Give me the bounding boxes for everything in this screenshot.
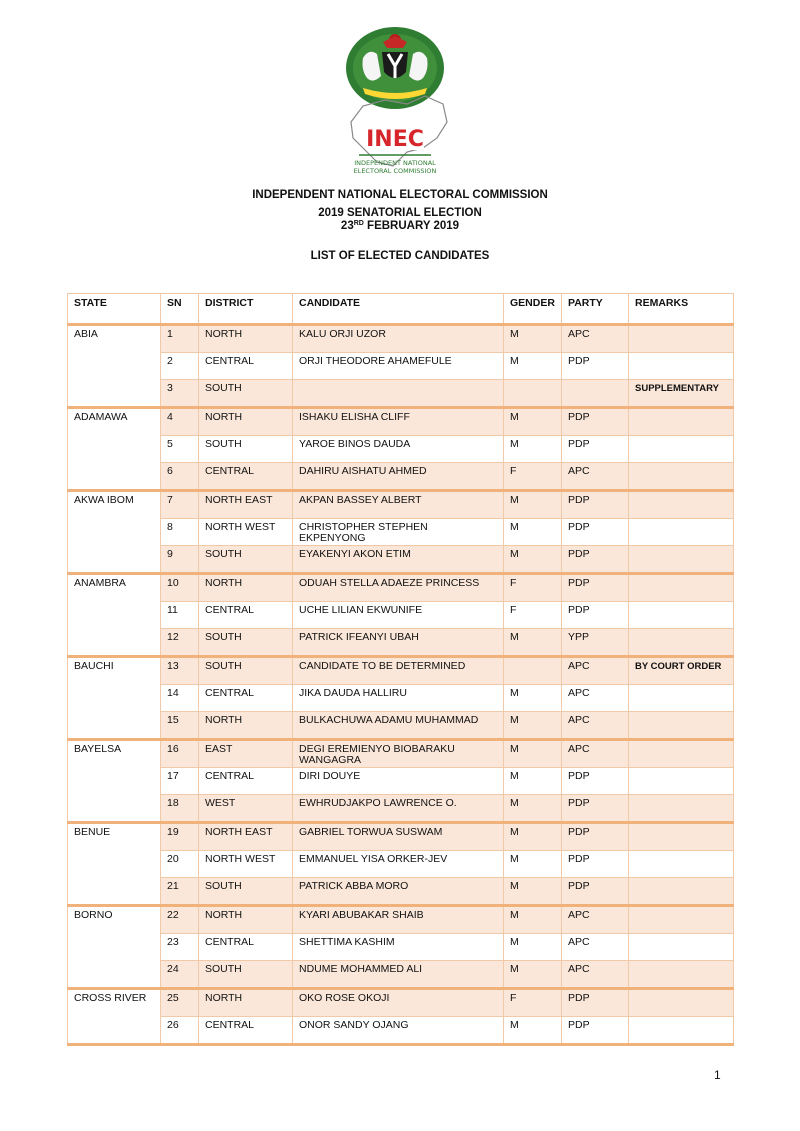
remarks-cell <box>629 989 734 1017</box>
remarks-cell <box>629 629 734 657</box>
candidate-cell: YAROE BINOS DAUDA <box>293 436 504 463</box>
district-cell: SOUTH <box>199 657 293 685</box>
table-row <box>68 436 734 463</box>
party-cell: PDP <box>562 989 629 1017</box>
remarks-cell <box>629 961 734 989</box>
district-cell: CENTRAL <box>199 934 293 961</box>
party-cell: PDP <box>562 878 629 906</box>
state-cell: ABIA <box>68 325 161 408</box>
party-cell: YPP <box>562 629 629 657</box>
candidate-cell: PATRICK IFEANYI UBAH <box>293 629 504 657</box>
district-cell: WEST <box>199 795 293 823</box>
state-cell: ANAMBRA <box>68 574 161 657</box>
sn-cell: 17 <box>161 768 199 795</box>
table-body <box>68 325 734 1045</box>
party-cell: PDP <box>562 574 629 602</box>
party-cell: APC <box>562 325 629 353</box>
table-row <box>68 685 734 712</box>
table-row <box>68 325 734 353</box>
table-row <box>68 712 734 740</box>
district-cell: CENTRAL <box>199 602 293 629</box>
remarks-cell <box>629 436 734 463</box>
candidate-cell: AKPAN BASSEY ALBERT <box>293 491 504 519</box>
candidate-cell: PATRICK ABBA MORO <box>293 878 504 906</box>
gender-cell: M <box>504 768 562 795</box>
party-cell: PDP <box>562 823 629 851</box>
candidate-cell: KALU ORJI UZOR <box>293 325 504 353</box>
gender-cell: M <box>504 906 562 934</box>
candidate-cell: NDUME MOHAMMED ALI <box>293 961 504 989</box>
party-cell: PDP <box>562 408 629 436</box>
sn-cell: 23 <box>161 934 199 961</box>
state-cell: CROSS RIVER <box>68 989 161 1045</box>
gender-cell: M <box>504 408 562 436</box>
party-cell: APC <box>562 961 629 989</box>
sn-cell: 13 <box>161 657 199 685</box>
party-cell: APC <box>562 740 629 768</box>
district-cell: CENTRAL <box>199 685 293 712</box>
remarks-cell <box>629 685 734 712</box>
party-cell: PDP <box>562 602 629 629</box>
district-cell: CENTRAL <box>199 1017 293 1045</box>
gender-cell: M <box>504 795 562 823</box>
candidate-cell <box>293 380 504 408</box>
sn-cell: 8 <box>161 519 199 546</box>
table-row <box>68 961 734 989</box>
org-title: INDEPENDENT NATIONAL ELECTORAL COMMISSION <box>252 189 548 201</box>
party-cell: APC <box>562 685 629 712</box>
table-row <box>68 546 734 574</box>
sn-cell: 20 <box>161 851 199 878</box>
svg-text:ELECTORAL COMMISSION: ELECTORAL COMMISSION <box>353 167 437 175</box>
gender-cell: F <box>504 989 562 1017</box>
district-cell: NORTH EAST <box>199 491 293 519</box>
district-cell: NORTH WEST <box>199 851 293 878</box>
party-cell: PDP <box>562 1017 629 1045</box>
candidate-cell: ISHAKU ELISHA CLIFF <box>293 408 504 436</box>
svg-text:INEC: INEC <box>366 127 424 152</box>
party-cell: PDP <box>562 546 629 574</box>
remarks-cell <box>629 712 734 740</box>
column-header-candidate: CANDIDATE <box>293 294 504 325</box>
remarks-cell <box>629 519 734 546</box>
sn-cell: 10 <box>161 574 199 602</box>
sn-cell: 14 <box>161 685 199 712</box>
column-header-party: PARTY <box>562 294 629 325</box>
candidate-cell: GABRIEL TORWUA SUSWAM <box>293 823 504 851</box>
table-row <box>68 795 734 823</box>
district-cell: EAST <box>199 740 293 768</box>
district-cell: NORTH <box>199 325 293 353</box>
district-cell: NORTH WEST <box>199 519 293 546</box>
district-cell: NORTH <box>199 712 293 740</box>
column-header-district: DISTRICT <box>199 294 293 325</box>
gender-cell: M <box>504 740 562 768</box>
candidate-cell: CANDIDATE TO BE DETERMINED <box>293 657 504 685</box>
remarks-cell <box>629 906 734 934</box>
remarks-cell <box>629 823 734 851</box>
party-cell: APC <box>562 934 629 961</box>
gender-cell: M <box>504 325 562 353</box>
party-cell <box>562 380 629 408</box>
candidate-cell: BULKACHUWA ADAMU MUHAMMAD <box>293 712 504 740</box>
remarks-cell <box>629 602 734 629</box>
district-cell: SOUTH <box>199 436 293 463</box>
coat-of-arms-icon <box>346 27 444 109</box>
remarks-cell <box>629 768 734 795</box>
sn-cell: 16 <box>161 740 199 768</box>
sn-cell: 15 <box>161 712 199 740</box>
column-header-remarks: REMARKS <box>629 294 734 325</box>
gender-cell: M <box>504 629 562 657</box>
sn-cell: 18 <box>161 795 199 823</box>
district-cell: NORTH <box>199 989 293 1017</box>
gender-cell: F <box>504 463 562 491</box>
candidate-cell: EWHRUDJAKPO LAWRENCE O. <box>293 795 504 823</box>
inec-logo <box>333 26 463 181</box>
table-row <box>68 768 734 795</box>
table-header-row <box>68 294 734 325</box>
table-row <box>68 740 734 768</box>
gender-cell: M <box>504 491 562 519</box>
party-cell: APC <box>562 463 629 491</box>
gender-cell: M <box>504 851 562 878</box>
candidate-cell: EMMANUEL YISA ORKER-JEV <box>293 851 504 878</box>
table-row <box>68 989 734 1017</box>
district-cell: CENTRAL <box>199 463 293 491</box>
sn-cell: 19 <box>161 823 199 851</box>
remarks-cell <box>629 574 734 602</box>
remarks-cell: BY COURT ORDER <box>629 657 734 685</box>
remarks-cell: SUPPLEMENTARY <box>629 380 734 408</box>
district-cell: NORTH EAST <box>199 823 293 851</box>
remarks-cell <box>629 795 734 823</box>
candidate-cell: KYARI ABUBAKAR SHAIB <box>293 906 504 934</box>
state-cell: ADAMAWA <box>68 408 161 491</box>
party-cell: APC <box>562 906 629 934</box>
sn-cell: 3 <box>161 380 199 408</box>
sn-cell: 1 <box>161 325 199 353</box>
remarks-cell <box>629 740 734 768</box>
table-row <box>68 602 734 629</box>
gender-cell: F <box>504 602 562 629</box>
gender-cell: M <box>504 878 562 906</box>
district-cell: SOUTH <box>199 546 293 574</box>
table-row <box>68 491 734 519</box>
gender-cell: M <box>504 685 562 712</box>
column-header-state: STATE <box>68 294 161 325</box>
table-row <box>68 1017 734 1045</box>
sn-cell: 11 <box>161 602 199 629</box>
candidate-cell: UCHE LILIAN EKWUNIFE <box>293 602 504 629</box>
candidate-cell: CHRISTOPHER STEPHEN EKPENYONG <box>293 519 504 546</box>
sn-cell: 24 <box>161 961 199 989</box>
gender-cell: M <box>504 712 562 740</box>
candidate-cell: DAHIRU AISHATU AHMED <box>293 463 504 491</box>
table-row <box>68 906 734 934</box>
column-header-sn: SN <box>161 294 199 325</box>
sn-cell: 25 <box>161 989 199 1017</box>
sn-cell: 26 <box>161 1017 199 1045</box>
district-cell: NORTH <box>199 906 293 934</box>
party-cell: APC <box>562 657 629 685</box>
table-row <box>68 657 734 685</box>
candidate-cell: JIKA DAUDA HALLIRU <box>293 685 504 712</box>
sn-cell: 21 <box>161 878 199 906</box>
page-number: 1 <box>714 1068 721 1082</box>
gender-cell: F <box>504 574 562 602</box>
candidate-cell: DIRI DOUYE <box>293 768 504 795</box>
gender-cell: M <box>504 823 562 851</box>
table-row <box>68 353 734 380</box>
table-row <box>68 851 734 878</box>
party-cell: PDP <box>562 436 629 463</box>
table-row <box>68 823 734 851</box>
sn-cell: 22 <box>161 906 199 934</box>
district-cell: SOUTH <box>199 961 293 989</box>
table-row <box>68 519 734 546</box>
district-cell: NORTH <box>199 574 293 602</box>
sn-cell: 2 <box>161 353 199 380</box>
candidate-cell: SHETTIMA KASHIM <box>293 934 504 961</box>
table-row <box>68 934 734 961</box>
district-cell: NORTH <box>199 408 293 436</box>
remarks-cell <box>629 325 734 353</box>
state-cell: BENUE <box>68 823 161 906</box>
remarks-cell <box>629 546 734 574</box>
gender-cell <box>504 380 562 408</box>
district-cell: SOUTH <box>199 878 293 906</box>
election-title: 2019 SENATORIAL ELECTION <box>318 207 482 219</box>
remarks-cell <box>629 934 734 961</box>
party-cell: APC <box>562 712 629 740</box>
svg-text:INDEPENDENT NATIONAL: INDEPENDENT NATIONAL <box>354 159 436 167</box>
gender-cell: M <box>504 519 562 546</box>
candidate-cell: EYAKENYI AKON ETIM <box>293 546 504 574</box>
gender-cell <box>504 657 562 685</box>
gender-cell: M <box>504 546 562 574</box>
table-row <box>68 574 734 602</box>
candidate-cell: DEGI EREMIENYO BIOBARAKU WANGAGRA <box>293 740 504 768</box>
sn-cell: 9 <box>161 546 199 574</box>
gender-cell: M <box>504 353 562 380</box>
state-cell: BORNO <box>68 906 161 989</box>
candidate-cell: ODUAH STELLA ADAEZE PRINCESS <box>293 574 504 602</box>
gender-cell: M <box>504 934 562 961</box>
elected-candidates-table <box>67 293 734 1046</box>
candidate-cell: ONOR SANDY OJANG <box>293 1017 504 1045</box>
remarks-cell <box>629 353 734 380</box>
state-cell: AKWA IBOM <box>68 491 161 574</box>
district-cell: CENTRAL <box>199 353 293 380</box>
list-title: LIST OF ELECTED CANDIDATES <box>310 250 490 262</box>
gender-cell: M <box>504 436 562 463</box>
party-cell: PDP <box>562 795 629 823</box>
gender-cell: M <box>504 1017 562 1045</box>
remarks-cell <box>629 463 734 491</box>
table-row <box>68 408 734 436</box>
table-row <box>68 380 734 408</box>
table-row <box>68 629 734 657</box>
state-cell: BAUCHI <box>68 657 161 740</box>
sn-cell: 4 <box>161 408 199 436</box>
table-row <box>68 878 734 906</box>
remarks-cell <box>629 491 734 519</box>
sn-cell: 7 <box>161 491 199 519</box>
remarks-cell <box>629 408 734 436</box>
party-cell: PDP <box>562 851 629 878</box>
district-cell: SOUTH <box>199 380 293 408</box>
column-header-gender: GENDER <box>504 294 562 325</box>
party-cell: PDP <box>562 519 629 546</box>
remarks-cell <box>629 878 734 906</box>
party-cell: PDP <box>562 768 629 795</box>
party-cell: PDP <box>562 491 629 519</box>
election-date: 23RD FEBRUARY 2019 <box>340 220 460 232</box>
candidate-cell: ORJI THEODORE AHAMEFULE <box>293 353 504 380</box>
sn-cell: 5 <box>161 436 199 463</box>
sn-cell: 6 <box>161 463 199 491</box>
sn-cell: 12 <box>161 629 199 657</box>
party-cell: PDP <box>562 353 629 380</box>
remarks-cell <box>629 851 734 878</box>
table-row <box>68 463 734 491</box>
candidate-cell: OKO ROSE OKOJI <box>293 989 504 1017</box>
district-cell: CENTRAL <box>199 768 293 795</box>
district-cell: SOUTH <box>199 629 293 657</box>
remarks-cell <box>629 1017 734 1045</box>
gender-cell: M <box>504 961 562 989</box>
state-cell: BAYELSA <box>68 740 161 823</box>
